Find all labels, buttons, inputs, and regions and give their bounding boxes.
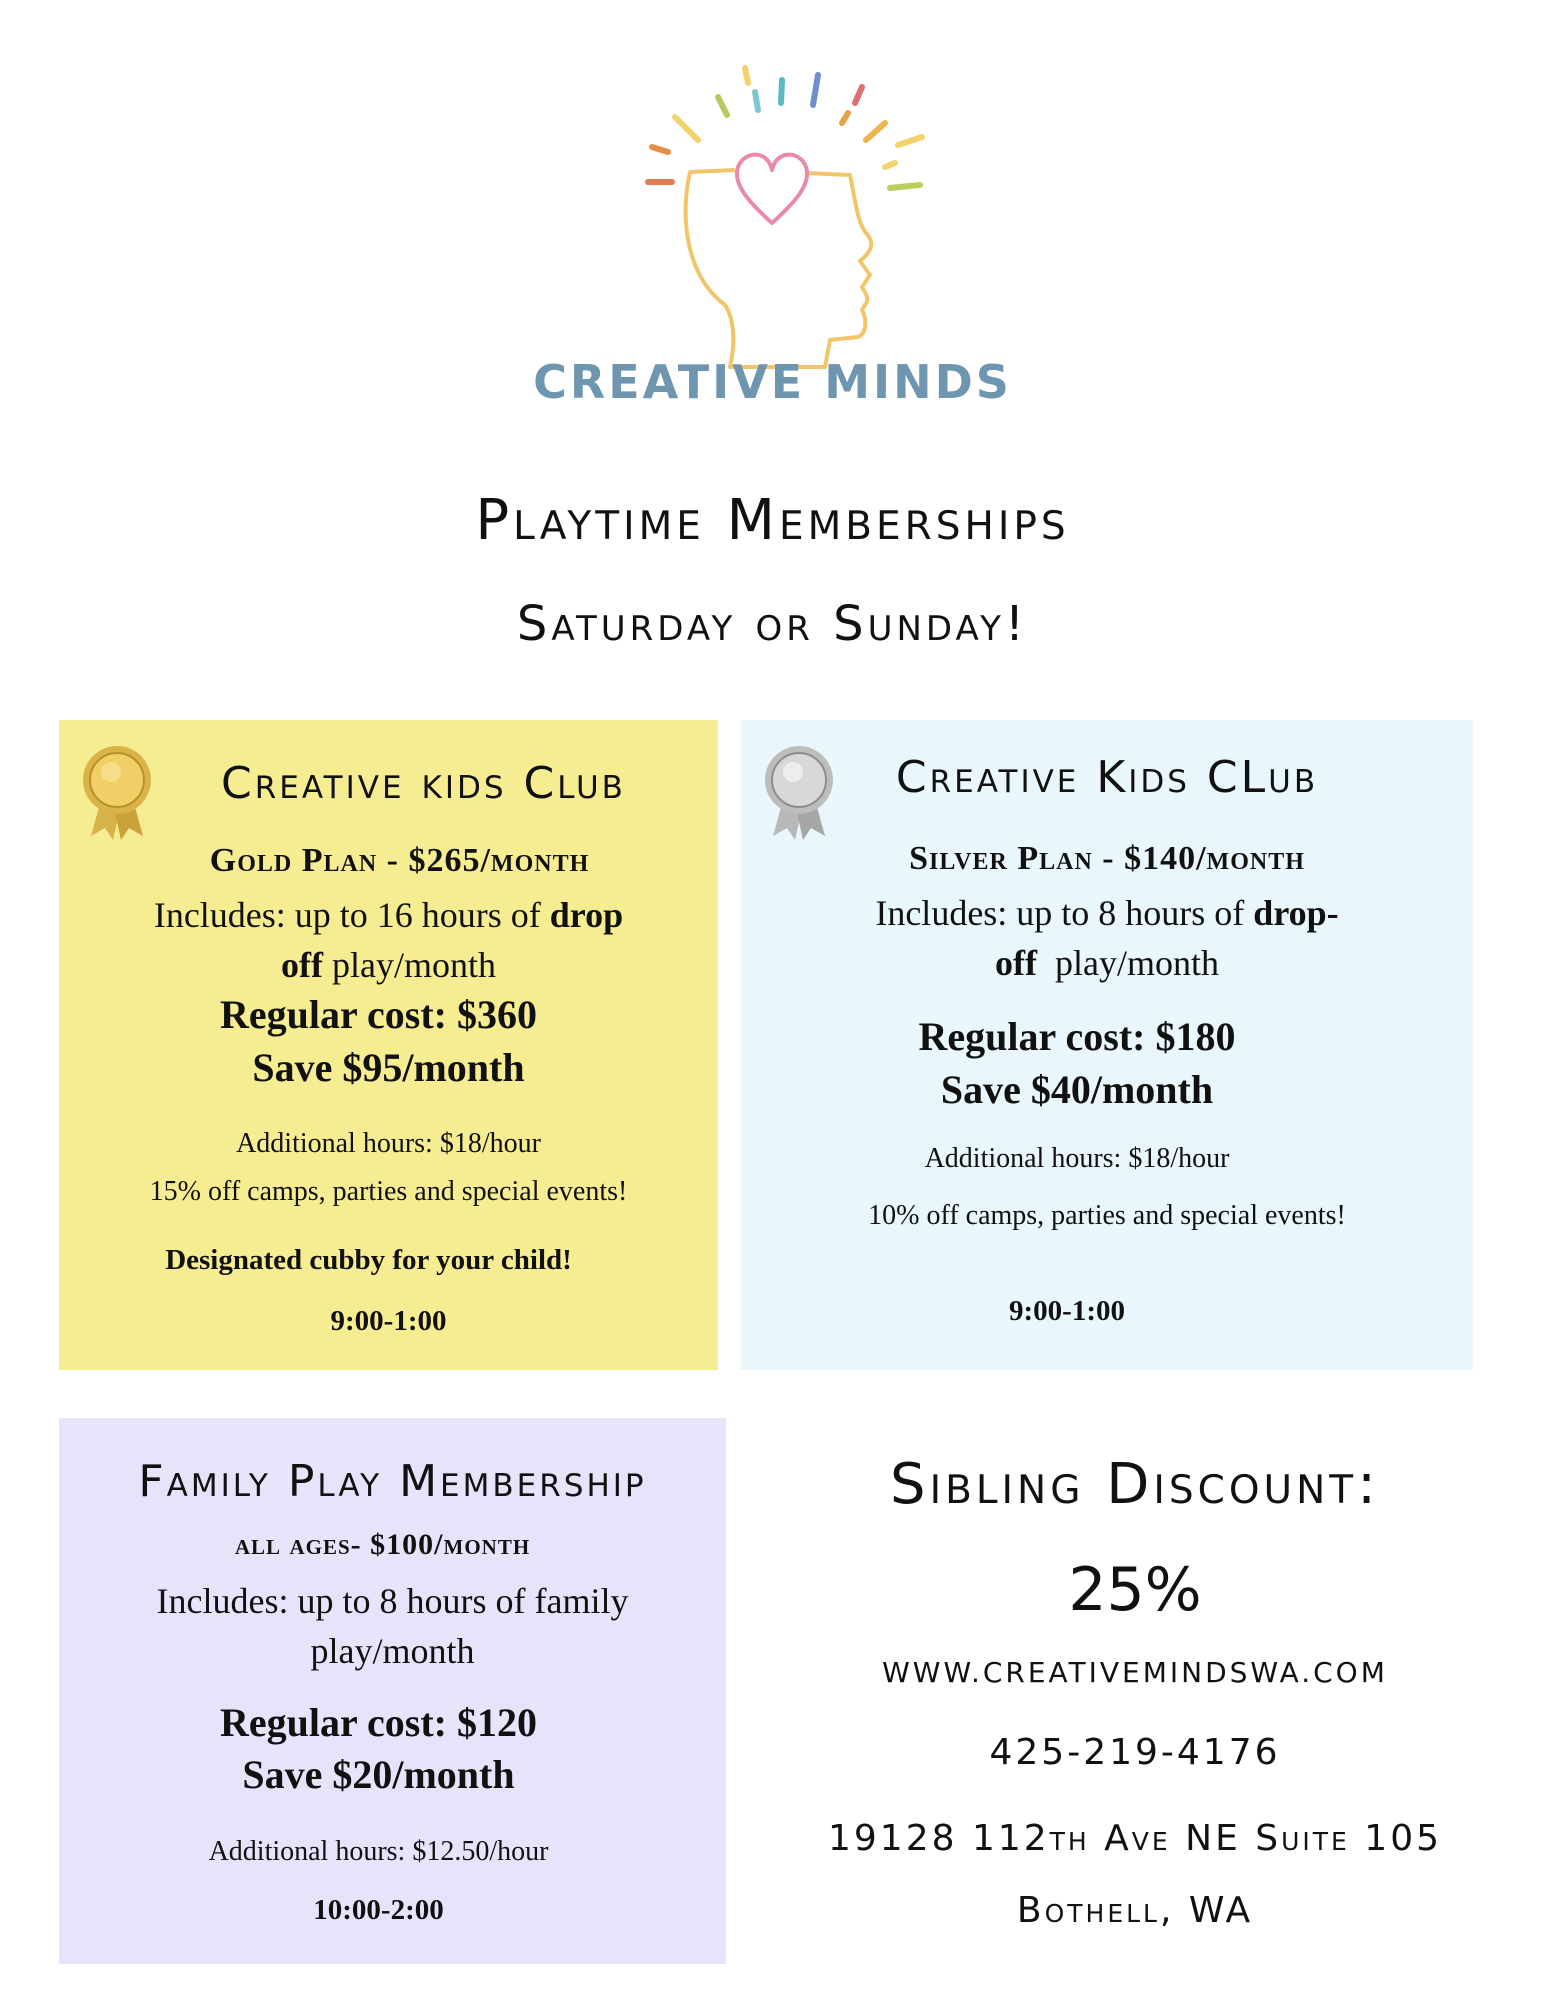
ray: [718, 97, 727, 115]
gold-club-title: Creative kids Club: [221, 758, 626, 809]
sibling-discount-title: Sibling Discount:: [890, 1452, 1380, 1517]
ray: [745, 68, 748, 83]
silver-hours: 9:00-1:00: [1009, 1295, 1125, 1327]
silver-club-title: Creative Kids CLub: [895, 752, 1319, 803]
sibling-discount-percent: 25%: [1068, 1555, 1202, 1625]
silver-plan-card: [741, 720, 1473, 1370]
ray: [898, 137, 922, 145]
street-address: 19128 112th Ave NE Suite 105: [827, 1818, 1443, 1859]
family-additional-hours: Additional hours: $12.50/hour: [208, 1836, 549, 1867]
gold-hours: 9:00-1:00: [330, 1305, 447, 1337]
ray: [885, 163, 895, 167]
ray: [890, 185, 920, 188]
ray: [866, 123, 885, 140]
silver-plan-price: Silver Plan - $140/month: [909, 840, 1305, 877]
gold-savings: Save $95/month: [252, 1045, 525, 1090]
gold-cubby: Designated cubby for your child!: [165, 1244, 572, 1276]
gold-includes: Includes: up to 16 hours of drop off play/month: [153, 895, 624, 985]
ray: [842, 113, 848, 123]
family-hours: 10:00-2:00: [313, 1894, 444, 1926]
silver-regular-cost: Regular cost: $180: [918, 1014, 1236, 1059]
silver-additional-hours: Additional hours: $18/hour: [924, 1143, 1230, 1174]
ray: [855, 87, 862, 103]
website-link[interactable]: WWW.CREATIVEMINDSWA.COM: [882, 1656, 1388, 1689]
ray: [675, 117, 698, 140]
brand-name: CREATIVE MINDS: [533, 355, 1012, 409]
family-regular-cost: Regular cost: $120: [220, 1700, 537, 1745]
ray: [652, 147, 668, 152]
gold-plan-card: [59, 720, 718, 1370]
family-plan-price: all ages- $100/month: [234, 1528, 531, 1561]
family-title: Family Play Membership: [138, 1456, 647, 1507]
gold-event-discount: 15% off camps, parties and special events!: [149, 1176, 628, 1207]
family-includes-2: play/month: [310, 1631, 475, 1671]
family-includes-1: Includes: up to 8 hours of family: [156, 1581, 629, 1621]
family-plan-card: [59, 1418, 726, 1964]
silver-includes: Includes: up to 8 hours of drop- off play/month: [875, 893, 1339, 983]
gold-additional-hours: Additional hours: $18/hour: [236, 1128, 541, 1159]
ray: [813, 75, 818, 105]
ray: [781, 80, 782, 103]
phone-number[interactable]: 425-219-4176: [989, 1732, 1281, 1773]
silver-savings: Save $40/month: [940, 1067, 1214, 1112]
gold-plan-price: Gold Plan - $265/month: [209, 842, 590, 879]
city-state: Bothell, WA: [1016, 1890, 1254, 1931]
silver-event-discount: 10% off camps, parties and special events!: [868, 1200, 1346, 1231]
gold-regular-cost: Regular cost: $360: [220, 992, 537, 1037]
page-subtitle: Saturday or Sunday!: [516, 596, 1029, 652]
ray: [755, 92, 758, 110]
family-savings: Save $20/month: [242, 1752, 515, 1797]
page-title: Playtime Memberships: [475, 488, 1070, 553]
